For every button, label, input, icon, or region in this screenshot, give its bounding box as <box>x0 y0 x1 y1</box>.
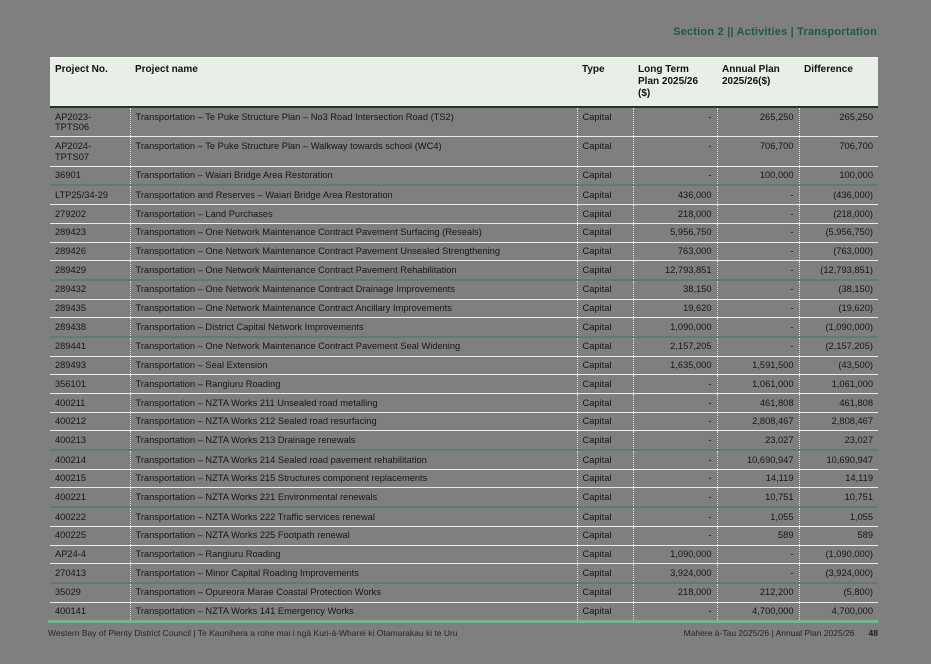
table-cell: Transportation – NZTA Works 211 Unsealed road metalling <box>130 394 577 413</box>
table-row <box>50 375 878 394</box>
table-cell: 289432 <box>50 280 130 299</box>
table-cell: 289493 <box>50 356 130 375</box>
table-row <box>50 337 878 356</box>
table-cell: Capital <box>577 583 633 602</box>
table-cell: 400141 <box>50 602 130 621</box>
table-row <box>50 107 878 137</box>
table-cell: Transportation – One Network Maintenance Contract Drainage Improvements <box>130 280 577 299</box>
table-cell: 100,000 <box>717 166 799 185</box>
table-cell: Transportation – Land Purchases <box>130 205 577 224</box>
table-row <box>50 318 878 337</box>
table-cell: 5,956,750 <box>633 223 717 242</box>
footer-document-title: Mahere ā-Tau 2025/26 | Annual Plan 2025/26 <box>683 628 855 638</box>
table-cell: 289423 <box>50 223 130 242</box>
table-cell: - <box>717 205 799 224</box>
table-cell: 400215 <box>50 469 130 488</box>
table-cell: Capital <box>577 469 633 488</box>
table-cell: 12,793,851 <box>633 261 717 280</box>
table-cell: Capital <box>577 166 633 185</box>
table-cell: (3,924,000) <box>799 564 878 583</box>
table-row <box>50 137 878 166</box>
table-cell: Transportation – Minor Capital Roading Improvements <box>130 564 577 583</box>
table-row <box>50 488 878 507</box>
table-cell: Capital <box>577 450 633 469</box>
table-cell: 400212 <box>50 412 130 431</box>
table-cell: Transportation – Rangiuru Roading <box>130 375 577 394</box>
table-cell: Capital <box>577 602 633 621</box>
table-cell: - <box>633 507 717 526</box>
table-cell: 218,000 <box>633 205 717 224</box>
table-cell: Capital <box>577 394 633 413</box>
table-cell: Capital <box>577 205 633 224</box>
table-cell: - <box>633 450 717 469</box>
table-cell: Capital <box>577 185 633 204</box>
table-cell: Capital <box>577 337 633 356</box>
table-cell: Transportation – Opureora Marae Coastal Protection Works <box>130 583 577 602</box>
table-cell: Capital <box>577 375 633 394</box>
table-cell: Capital <box>577 299 633 318</box>
table-cell: Capital <box>577 280 633 299</box>
table-cell: - <box>633 394 717 413</box>
table-cell: AP24-4 <box>50 545 130 564</box>
table-cell: Capital <box>577 356 633 375</box>
projects-table <box>50 57 878 621</box>
table-cell: - <box>717 242 799 261</box>
column-header-type: Type <box>577 58 633 108</box>
table-cell: 10,751 <box>717 488 799 507</box>
table-cell: Transportation – NZTA Works 213 Drainage renewals <box>130 431 577 450</box>
table-cell: - <box>717 223 799 242</box>
table-cell: 10,690,947 <box>799 450 878 469</box>
table-cell: 289429 <box>50 261 130 280</box>
table-cell: 289435 <box>50 299 130 318</box>
column-header-project-no: Project No. <box>50 58 130 108</box>
table-cell: - <box>717 564 799 583</box>
table-row <box>50 166 878 185</box>
table-cell: 461,808 <box>799 394 878 413</box>
table-cell: Transportation – Waiari Bridge Area Restoration <box>130 166 577 185</box>
table-row <box>50 223 878 242</box>
table-cell: (12,793,851) <box>799 261 878 280</box>
table-row <box>50 583 878 602</box>
page-footer <box>48 628 878 638</box>
table-cell: Capital <box>577 545 633 564</box>
table-cell: 289426 <box>50 242 130 261</box>
table-cell: Transportation – NZTA Works 221 Environmental renewals <box>130 488 577 507</box>
table-cell: Capital <box>577 526 633 545</box>
table-cell: Capital <box>577 261 633 280</box>
table-cell: - <box>717 318 799 337</box>
table-cell: 23,027 <box>799 431 878 450</box>
table-row <box>50 299 878 318</box>
table-cell: Transportation – Seal Extension <box>130 356 577 375</box>
table-cell: Capital <box>577 507 633 526</box>
table-row <box>50 507 878 526</box>
table-header-row <box>50 58 878 108</box>
table-cell: Transportation – Te Puke Structure Plan – No3 Road Intersection Road (TS2) <box>130 107 577 137</box>
table-cell: (5,800) <box>799 583 878 602</box>
table-cell: 400214 <box>50 450 130 469</box>
page-number: 48 <box>868 628 878 638</box>
table-cell: 400213 <box>50 431 130 450</box>
table-cell: 763,000 <box>633 242 717 261</box>
table-cell: 265,250 <box>799 107 878 137</box>
table-cell: 1,090,000 <box>633 318 717 337</box>
table-cell: Capital <box>577 318 633 337</box>
table-cell: (2,157,205) <box>799 337 878 356</box>
projects-table-wrap <box>50 57 878 621</box>
table-cell: - <box>633 412 717 431</box>
table-cell: 4,700,000 <box>717 602 799 621</box>
table-cell: Capital <box>577 223 633 242</box>
table-cell: Transportation – NZTA Works 141 Emergency Works <box>130 602 577 621</box>
table-row <box>50 545 878 564</box>
table-cell: Transportation – One Network Maintenance Contract Ancillary Improvements <box>130 299 577 318</box>
column-header-project-name: Project name <box>130 58 577 108</box>
table-row <box>50 564 878 583</box>
column-header-long-term-plan: Long Term Plan 2025/26 ($) <box>633 58 717 108</box>
table-cell: 10,751 <box>799 488 878 507</box>
footer-council-name: Western Bay of Plenty District Council | Te Kaunihera a rohe mai i ngā Kuri-ā-Wharei ki Otamarakau ki te Uru <box>48 628 458 638</box>
table-cell: 10,690,947 <box>717 450 799 469</box>
table-cell: 1,591,500 <box>717 356 799 375</box>
table-cell: Transportation – Rangiuru Roading <box>130 545 577 564</box>
table-cell: 35029 <box>50 583 130 602</box>
table-cell: Transportation – NZTA Works 214 Sealed road pavement rehabilitation <box>130 450 577 469</box>
table-cell: 461,808 <box>717 394 799 413</box>
table-cell: - <box>633 488 717 507</box>
table-cell: Transportation – One Network Maintenance Contract Pavement Unsealed Strengthening <box>130 242 577 261</box>
footer-divider-line <box>48 620 878 623</box>
table-cell: (43,500) <box>799 356 878 375</box>
table-cell: Transportation – NZTA Works 212 Sealed road resurfacing <box>130 412 577 431</box>
table-cell: - <box>633 431 717 450</box>
table-cell: Transportation – One Network Maintenance Contract Pavement Seal Widening <box>130 337 577 356</box>
table-cell: Transportation – Te Puke Structure Plan – Walkway towards school (WC4) <box>130 137 577 166</box>
table-row <box>50 469 878 488</box>
table-cell: 1,055 <box>717 507 799 526</box>
table-cell: - <box>633 166 717 185</box>
table-cell: AP2023-TPTS06 <box>50 107 130 137</box>
table-cell: Capital <box>577 412 633 431</box>
table-cell: 212,200 <box>717 583 799 602</box>
table-cell: 436,000 <box>633 185 717 204</box>
table-cell: (763,000) <box>799 242 878 261</box>
table-cell: Transportation and Reserves – Waiari Bridge Area Restoration <box>130 185 577 204</box>
table-cell: 1,061,000 <box>799 375 878 394</box>
footer-right-group <box>684 628 878 638</box>
table-cell: 19,620 <box>633 299 717 318</box>
table-cell: - <box>717 261 799 280</box>
table-row <box>50 412 878 431</box>
table-cell: - <box>717 299 799 318</box>
table-row <box>50 205 878 224</box>
section-breadcrumb: Section 2 || Activities | Transportation <box>673 26 877 38</box>
table-header <box>50 58 878 108</box>
table-cell: Capital <box>577 107 633 137</box>
table-cell: 100,000 <box>799 166 878 185</box>
table-cell: - <box>633 602 717 621</box>
table-cell: (38,150) <box>799 280 878 299</box>
table-row <box>50 242 878 261</box>
table-cell: 14,119 <box>799 469 878 488</box>
table-cell: - <box>717 337 799 356</box>
table-cell: LTP25/34-29 <box>50 185 130 204</box>
table-cell: 1,061,000 <box>717 375 799 394</box>
table-cell: - <box>633 375 717 394</box>
table-cell: Capital <box>577 488 633 507</box>
table-cell: 4,700,000 <box>799 602 878 621</box>
table-cell: Transportation – One Network Maintenance Contract Pavement Surfacing (Reseals) <box>130 223 577 242</box>
table-cell: 589 <box>717 526 799 545</box>
table-cell: 589 <box>799 526 878 545</box>
table-cell: 400211 <box>50 394 130 413</box>
table-cell: Transportation – NZTA Works 222 Traffic services renewal <box>130 507 577 526</box>
column-header-annual-plan: Annual Plan 2025/26($) <box>717 58 799 108</box>
table-cell: 356101 <box>50 375 130 394</box>
table-cell: Transportation – District Capital Network Improvements <box>130 318 577 337</box>
table-cell: 1,090,000 <box>633 545 717 564</box>
table-cell: - <box>633 137 717 166</box>
table-cell: (19,620) <box>799 299 878 318</box>
table-cell: Capital <box>577 431 633 450</box>
table-cell: - <box>633 107 717 137</box>
table-cell: 2,808,467 <box>717 412 799 431</box>
table-cell: 2,157,205 <box>633 337 717 356</box>
table-cell: (436,000) <box>799 185 878 204</box>
table-cell: 265,250 <box>717 107 799 137</box>
table-body <box>50 107 878 621</box>
table-row <box>50 394 878 413</box>
table-cell: 706,700 <box>799 137 878 166</box>
table-row <box>50 450 878 469</box>
table-cell: 3,924,000 <box>633 564 717 583</box>
table-cell: (1,090,000) <box>799 318 878 337</box>
table-cell: 400225 <box>50 526 130 545</box>
column-header-difference: Difference <box>799 58 878 108</box>
table-cell: Capital <box>577 564 633 583</box>
table-cell: (5,956,750) <box>799 223 878 242</box>
table-cell: Capital <box>577 242 633 261</box>
table-cell: - <box>717 280 799 299</box>
table-cell: (1,090,000) <box>799 545 878 564</box>
table-row <box>50 185 878 204</box>
table-cell: 218,000 <box>633 583 717 602</box>
table-cell: 38,150 <box>633 280 717 299</box>
table-cell: 270413 <box>50 564 130 583</box>
table-row <box>50 602 878 621</box>
table-cell: 289438 <box>50 318 130 337</box>
table-cell: 279202 <box>50 205 130 224</box>
table-row <box>50 280 878 299</box>
table-cell: Capital <box>577 137 633 166</box>
table-cell: AP2024-TPTS07 <box>50 137 130 166</box>
table-cell: (218,000) <box>799 205 878 224</box>
table-cell: 36901 <box>50 166 130 185</box>
table-cell: 289441 <box>50 337 130 356</box>
table-row <box>50 356 878 375</box>
table-cell: - <box>717 545 799 564</box>
table-row <box>50 526 878 545</box>
table-cell: Transportation – NZTA Works 225 Footpath renewal <box>130 526 577 545</box>
table-cell: 706,700 <box>717 137 799 166</box>
table-cell: - <box>633 526 717 545</box>
table-cell: 1,635,000 <box>633 356 717 375</box>
table-cell: 2,808,467 <box>799 412 878 431</box>
table-row <box>50 261 878 280</box>
table-cell: Transportation – NZTA Works 215 Structures component replacements <box>130 469 577 488</box>
table-cell: 400221 <box>50 488 130 507</box>
table-cell: Transportation – One Network Maintenance Contract Pavement Rehabilitation <box>130 261 577 280</box>
table-cell: 1,055 <box>799 507 878 526</box>
table-cell: 14,119 <box>717 469 799 488</box>
table-cell: 400222 <box>50 507 130 526</box>
table-cell: - <box>633 469 717 488</box>
table-row <box>50 431 878 450</box>
table-cell: 23,027 <box>717 431 799 450</box>
table-cell: - <box>717 185 799 204</box>
